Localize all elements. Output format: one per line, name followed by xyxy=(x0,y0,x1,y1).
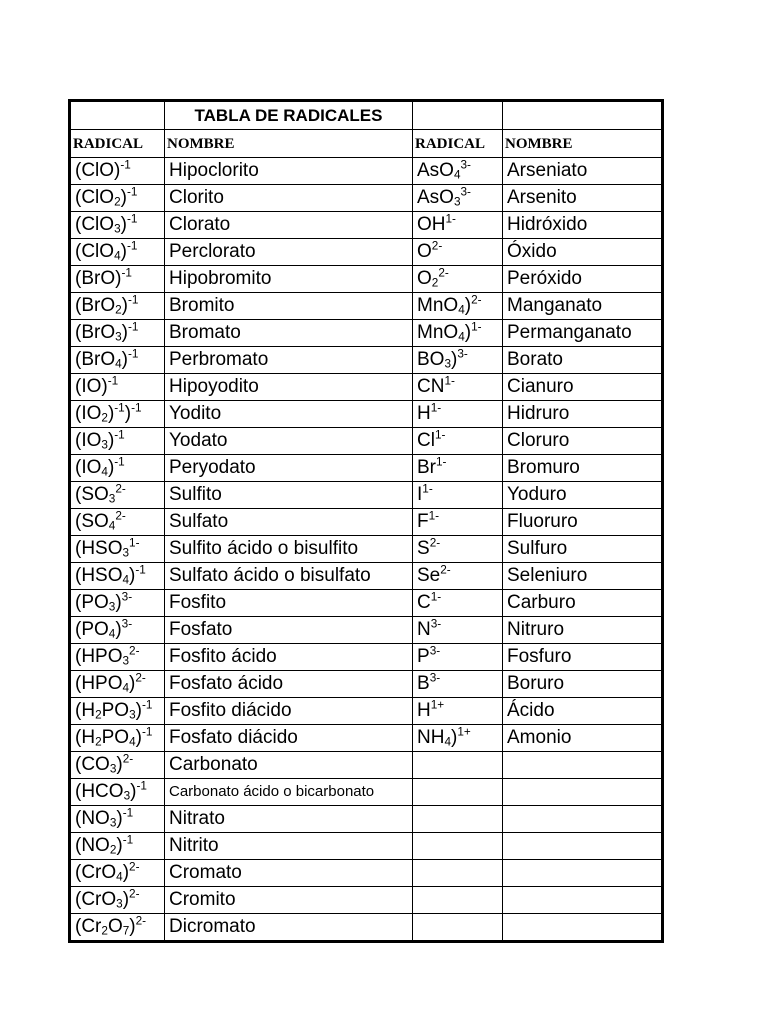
table-row xyxy=(71,482,662,509)
left-name-cell: Yodato xyxy=(165,428,413,455)
left-name-cell: Sulfato ácido o bisulfato xyxy=(165,563,413,590)
left-radical-cell: (ClO)$^{-1}$ xyxy=(71,158,165,185)
right-name-cell: Manganato xyxy=(503,293,662,320)
table-row xyxy=(71,860,662,887)
title-empty-cell-4 xyxy=(503,102,662,130)
right-name-cell: Óxido xyxy=(503,239,662,266)
right-name-cell: Cloruro xyxy=(503,428,662,455)
right-name-cell: Amonio xyxy=(503,725,662,752)
right-radical-cell xyxy=(413,752,503,779)
left-name-cell: Nitrato xyxy=(165,806,413,833)
table-row xyxy=(71,725,662,752)
left-radical-cell: (BrO)$^{-1}$ xyxy=(71,266,165,293)
right-name-cell: Boruro xyxy=(503,671,662,698)
right-name-cell: Nitruro xyxy=(503,617,662,644)
table-row xyxy=(71,212,662,239)
table-frame xyxy=(68,99,664,943)
right-radical-cell: $BO_3)^{3-}$ xyxy=(413,347,503,374)
table-row xyxy=(71,779,662,806)
table-row xyxy=(71,752,662,779)
right-name-cell: Hidróxido xyxy=(503,212,662,239)
right-radical-cell xyxy=(413,779,503,806)
table-title: TABLA DE RADICALES xyxy=(165,102,413,130)
left-radical-cell: $(HSO_4)^{-1}$ xyxy=(71,563,165,590)
table-row xyxy=(71,590,662,617)
right-name-cell xyxy=(503,860,662,887)
left-radical-cell: ($SO_4^{2-}$ xyxy=(71,509,165,536)
left-radical-cell: $(H_2PO_4)^{-1}$ xyxy=(71,725,165,752)
table-row xyxy=(71,185,662,212)
table-row xyxy=(71,806,662,833)
radicals-sheet xyxy=(68,99,659,948)
left-name-cell: Sulfato xyxy=(165,509,413,536)
table-row xyxy=(71,428,662,455)
left-radical-cell: $(Cr_2O_7)^{2-}$ xyxy=(71,914,165,941)
left-name-cell: Sulfito ácido o bisulfito xyxy=(165,536,413,563)
table-row xyxy=(71,320,662,347)
right-radical-cell: $CN^{1-}$ xyxy=(413,374,503,401)
right-radical-cell xyxy=(413,887,503,914)
right-name-cell: Hidruro xyxy=(503,401,662,428)
right-radical-cell: AsO$_4^{3-}$ xyxy=(413,158,503,185)
left-radical-cell: $(IO_4)^{-1}$ xyxy=(71,455,165,482)
left-name-cell: Cromato xyxy=(165,860,413,887)
left-name-cell: Bromato xyxy=(165,320,413,347)
left-name-cell: Dicromato xyxy=(165,914,413,941)
left-radical-cell: $(HPO_4)^{2-}$ xyxy=(71,671,165,698)
left-radical-cell: $(PO_4)^{3-}$ xyxy=(71,617,165,644)
left-name-cell: Nitrito xyxy=(165,833,413,860)
left-name-cell: Hipoyodito xyxy=(165,374,413,401)
right-radical-cell: AsO$_3^{3-}$ xyxy=(413,185,503,212)
left-radical-cell: $(ClO_3)^{-1}$ xyxy=(71,212,165,239)
left-name-cell: Fosfato xyxy=(165,617,413,644)
header-nombre-left: NOMBRE xyxy=(165,130,413,158)
table-row xyxy=(71,401,662,428)
left-radical-cell: $(NO_3)^{-1}$ xyxy=(71,806,165,833)
right-name-cell: Fosfuro xyxy=(503,644,662,671)
right-name-cell: Peróxido xyxy=(503,266,662,293)
right-name-cell: Carburo xyxy=(503,590,662,617)
left-radical-cell: $(IO_3)^{-1}$ xyxy=(71,428,165,455)
left-radical-cell: $(H_2PO_3)^{-1}$ xyxy=(71,698,165,725)
left-name-cell: Peryodato xyxy=(165,455,413,482)
table-row xyxy=(71,887,662,914)
right-radical-cell xyxy=(413,806,503,833)
header-radical-left: RADICAL xyxy=(71,130,165,158)
right-name-cell xyxy=(503,779,662,806)
left-name-cell: Clorito xyxy=(165,185,413,212)
right-radical-cell: MnO$_4$)$^{1-}$ xyxy=(413,320,503,347)
left-name-cell: Carbonato ácido o bicarbonato xyxy=(165,779,413,806)
radicals-table xyxy=(70,101,662,941)
right-radical-cell: $Cl^{1-}$ xyxy=(413,428,503,455)
left-radical-cell: $(NO_2)^{-1}$ xyxy=(71,833,165,860)
left-radical-cell: $(CO_3)^{2-}$ xyxy=(71,752,165,779)
left-name-cell: Fosfito ácido xyxy=(165,644,413,671)
table-row xyxy=(71,374,662,401)
left-radical-cell: $(HCO_3)^{-1}$ xyxy=(71,779,165,806)
table-row xyxy=(71,455,662,482)
right-name-cell: Sulfuro xyxy=(503,536,662,563)
right-radical-cell xyxy=(413,860,503,887)
left-radical-cell: $(ClO_2)^{-1}$ xyxy=(71,185,165,212)
right-name-cell: Arsenito xyxy=(503,185,662,212)
right-name-cell: Arseniato xyxy=(503,158,662,185)
radicals-table-body xyxy=(71,102,662,941)
right-name-cell xyxy=(503,752,662,779)
right-radical-cell: $C^{1-}$ xyxy=(413,590,503,617)
right-radical-cell xyxy=(413,914,503,941)
left-radical-cell: $(CrO_4)^{2-}$ xyxy=(71,860,165,887)
right-name-cell: Cianuro xyxy=(503,374,662,401)
right-name-cell xyxy=(503,914,662,941)
left-name-cell: Fosfato diácido xyxy=(165,725,413,752)
right-name-cell: Ácido xyxy=(503,698,662,725)
table-row xyxy=(71,617,662,644)
title-empty-cell-1 xyxy=(71,102,165,130)
left-name-cell: Fosfito diácido xyxy=(165,698,413,725)
left-radical-cell: $(ClO_4)^{-1}$ xyxy=(71,239,165,266)
left-radical-cell: $(PO_3)^{3-}$ xyxy=(71,590,165,617)
table-row xyxy=(71,563,662,590)
table-row xyxy=(71,509,662,536)
table-row xyxy=(71,536,662,563)
right-name-cell: Permanganato xyxy=(503,320,662,347)
left-name-cell: Hipoclorito xyxy=(165,158,413,185)
left-name-cell: Sulfito xyxy=(165,482,413,509)
left-name-cell: Carbonato xyxy=(165,752,413,779)
right-name-cell xyxy=(503,833,662,860)
left-radical-cell: ($HPO_3^{2-}$ xyxy=(71,644,165,671)
right-radical-cell: $B^{3-}$ xyxy=(413,671,503,698)
right-name-cell xyxy=(503,806,662,833)
header-row xyxy=(71,130,662,158)
table-row xyxy=(71,266,662,293)
right-name-cell: Seleniuro xyxy=(503,563,662,590)
right-radical-cell: $Se^{2-}$ xyxy=(413,563,503,590)
left-radical-cell: $(CrO_3)^{2-}$ xyxy=(71,887,165,914)
right-radical-cell: $S^{2-}$ xyxy=(413,536,503,563)
left-name-cell: Fosfato ácido xyxy=(165,671,413,698)
right-radical-cell xyxy=(413,833,503,860)
left-radical-cell: $(IO_2)^{-1})^{-1}$ xyxy=(71,401,165,428)
header-nombre-right: NOMBRE xyxy=(503,130,662,158)
right-name-cell xyxy=(503,887,662,914)
header-radical-right: RADICAL xyxy=(413,130,503,158)
right-name-cell: Fluoruro xyxy=(503,509,662,536)
right-radical-cell: $Br^{1-}$ xyxy=(413,455,503,482)
left-name-cell: Clorato xyxy=(165,212,413,239)
right-radical-cell: $N^{3-}$ xyxy=(413,617,503,644)
left-radical-cell: $(BrO_3)^{-1}$ xyxy=(71,320,165,347)
left-radical-cell: ($SO_3^{2-}$ xyxy=(71,482,165,509)
right-name-cell: Bromuro xyxy=(503,455,662,482)
right-radical-cell: $O_2^{2-}$ xyxy=(413,266,503,293)
right-radical-cell: $F^{1-}$ xyxy=(413,509,503,536)
table-row xyxy=(71,644,662,671)
left-name-cell: Perbromato xyxy=(165,347,413,374)
right-radical-cell: $OH^{1-}$ xyxy=(413,212,503,239)
table-row xyxy=(71,671,662,698)
right-radical-cell: MnO$_4$)$^{2-}$ xyxy=(413,293,503,320)
left-radical-cell: ($HSO_3^{1-}$ xyxy=(71,536,165,563)
left-radical-cell: $(BrO_2)^{-1}$ xyxy=(71,293,165,320)
left-radical-cell: $(BrO_4)^{-1}$ xyxy=(71,347,165,374)
table-row xyxy=(71,833,662,860)
left-name-cell: Hipobromito xyxy=(165,266,413,293)
right-radical-cell: $H^{1-}$ xyxy=(413,401,503,428)
table-row xyxy=(71,347,662,374)
right-name-cell: Yoduro xyxy=(503,482,662,509)
title-row xyxy=(71,102,662,130)
table-row xyxy=(71,698,662,725)
left-name-cell: Fosfito xyxy=(165,590,413,617)
left-radical-cell: (IO)$^{-1}$ xyxy=(71,374,165,401)
right-radical-cell: $P^{3-}$ xyxy=(413,644,503,671)
left-name-cell: Cromito xyxy=(165,887,413,914)
left-name-cell: Bromito xyxy=(165,293,413,320)
table-row xyxy=(71,158,662,185)
right-radical-cell: $NH_4)^{1+}$ xyxy=(413,725,503,752)
table-row xyxy=(71,239,662,266)
table-row xyxy=(71,293,662,320)
title-empty-cell-3 xyxy=(413,102,503,130)
table-row xyxy=(71,914,662,941)
right-radical-cell: $O^{2-}$ xyxy=(413,239,503,266)
right-radical-cell: $I^{1-}$ xyxy=(413,482,503,509)
left-name-cell: Yodito xyxy=(165,401,413,428)
right-name-cell: Borato xyxy=(503,347,662,374)
right-radical-cell: $H^{1+}$ xyxy=(413,698,503,725)
left-name-cell: Perclorato xyxy=(165,239,413,266)
